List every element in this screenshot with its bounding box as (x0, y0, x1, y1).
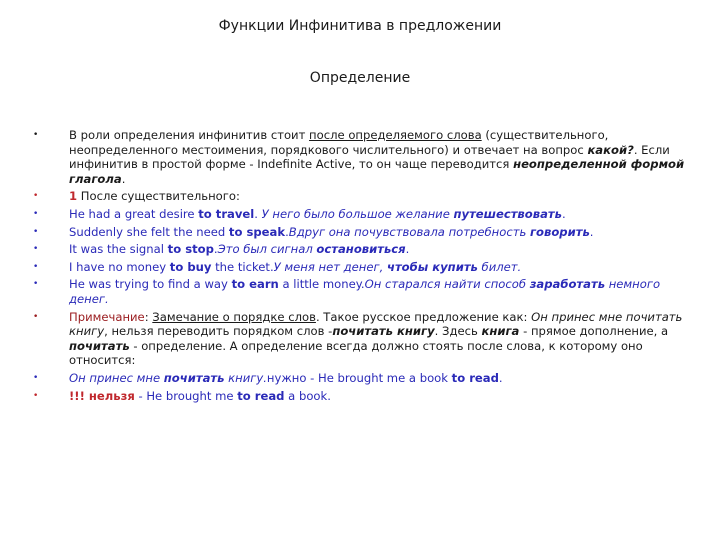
text-run: , нельзя переводить порядком слов - (104, 324, 333, 339)
text-run: (существительного, неопределенного местоимения, порядкового числительного) и отвечает на вопрос (69, 128, 609, 157)
text-run: говорить (529, 224, 590, 239)
text-run: немного денег. (69, 277, 661, 306)
list-item (28, 389, 694, 404)
text-run: Это был сигнал (217, 242, 317, 257)
text-run: - прямое дополнение, а (519, 324, 669, 339)
text-run: Он принес мне почитать книгу (69, 309, 683, 339)
text-run: a little money. (278, 277, 365, 292)
text-run: путешествовать (453, 206, 562, 221)
text-run: - He brought me (134, 388, 238, 403)
text-run: . (121, 171, 126, 186)
text-run: Примечание (69, 309, 145, 324)
text-run: . (589, 224, 594, 239)
bullet-icon: • (33, 130, 39, 140)
text-run: to speak (228, 224, 286, 239)
bullet-icon: • (33, 191, 39, 202)
list-item (28, 242, 694, 257)
text-run: У него было большое желание (261, 206, 454, 221)
list-item (28, 277, 694, 306)
text-run: Замечание о порядке слов (152, 309, 316, 324)
text-run: нужно - He brought me a book (266, 370, 452, 385)
text-run: 1 (69, 189, 78, 204)
text-run: to earn (231, 277, 279, 292)
list-item (28, 371, 694, 386)
text-run: Он старался найти способ (364, 277, 530, 292)
text-run: Он принес мне (69, 370, 164, 385)
text-run: to read (451, 370, 499, 385)
text-run: . (498, 370, 503, 385)
text-run: the ticket. (211, 259, 274, 274)
text-run: Suddenly she felt the need (69, 224, 229, 239)
text-run: . (213, 242, 218, 257)
text-run: книгу. (224, 370, 267, 385)
bullet-icon: • (33, 372, 39, 383)
text-run: He was trying to find a way (69, 277, 232, 292)
text-run: У меня нет денег, (273, 259, 387, 274)
text-run: . (405, 242, 410, 257)
text-run: заработать (529, 277, 606, 292)
text-run: почитать книгу (332, 324, 435, 339)
text-run: to stop (167, 242, 214, 257)
list-item (28, 260, 694, 275)
text-run: остановиться (316, 242, 406, 257)
list-item (28, 225, 694, 240)
text-run: После существительного: (77, 189, 240, 204)
text-run: I have no money (69, 259, 170, 274)
bullet-icon: • (33, 226, 39, 237)
bullet-icon: • (33, 279, 39, 290)
text-run: a book. (284, 388, 331, 403)
text-run: почитать (69, 338, 130, 353)
bullet-icon: • (33, 311, 39, 322)
text-run: He had a great desire (69, 206, 199, 221)
text-run: . Здесь (434, 324, 482, 339)
text-run: !!! нельзя (69, 388, 135, 403)
list-item (28, 310, 694, 368)
text-run: to buy (169, 259, 212, 274)
text-run: . (254, 206, 262, 221)
text-run: - определение. А определение всегда должно стоять после слова, к которому оно относится: (69, 338, 643, 368)
text-run: . (285, 224, 289, 239)
list-item (28, 189, 694, 204)
text-run: чтобы купить (387, 259, 478, 274)
text-run: Вдруг она почувствовала потребность (288, 224, 530, 239)
text-run: после определяемого слова (309, 128, 482, 142)
list-item (28, 207, 694, 222)
bullet-icon: • (33, 244, 39, 255)
text-run: . Такое русское предложение как: (315, 309, 532, 324)
list-item (28, 128, 694, 186)
bullet-icon: • (33, 261, 39, 272)
bullet-list (28, 128, 694, 406)
text-run: . Если инфинитив в простой форме - Indefinite Active, то он чаще переводится (69, 142, 670, 172)
text-run: to travel (198, 206, 255, 221)
text-run: : (144, 309, 153, 324)
text-run: It was the signal (69, 242, 168, 257)
text-run: неопределенной формой глагола (69, 157, 685, 186)
bullet-icon: • (33, 208, 39, 219)
text-run: В роли определения инфинитив стоит (69, 128, 310, 142)
text-run: to read (237, 388, 285, 403)
bullet-icon: • (33, 390, 39, 401)
text-run: почитать (163, 370, 225, 385)
slide-subtitle: Определение (309, 70, 411, 86)
slide-title: Функции Инфинитива в предложении (218, 18, 502, 34)
text-run: билет. (477, 259, 522, 274)
text-run: какой? (587, 142, 634, 157)
text-run: книга (481, 324, 520, 339)
text-run: . (561, 206, 566, 221)
